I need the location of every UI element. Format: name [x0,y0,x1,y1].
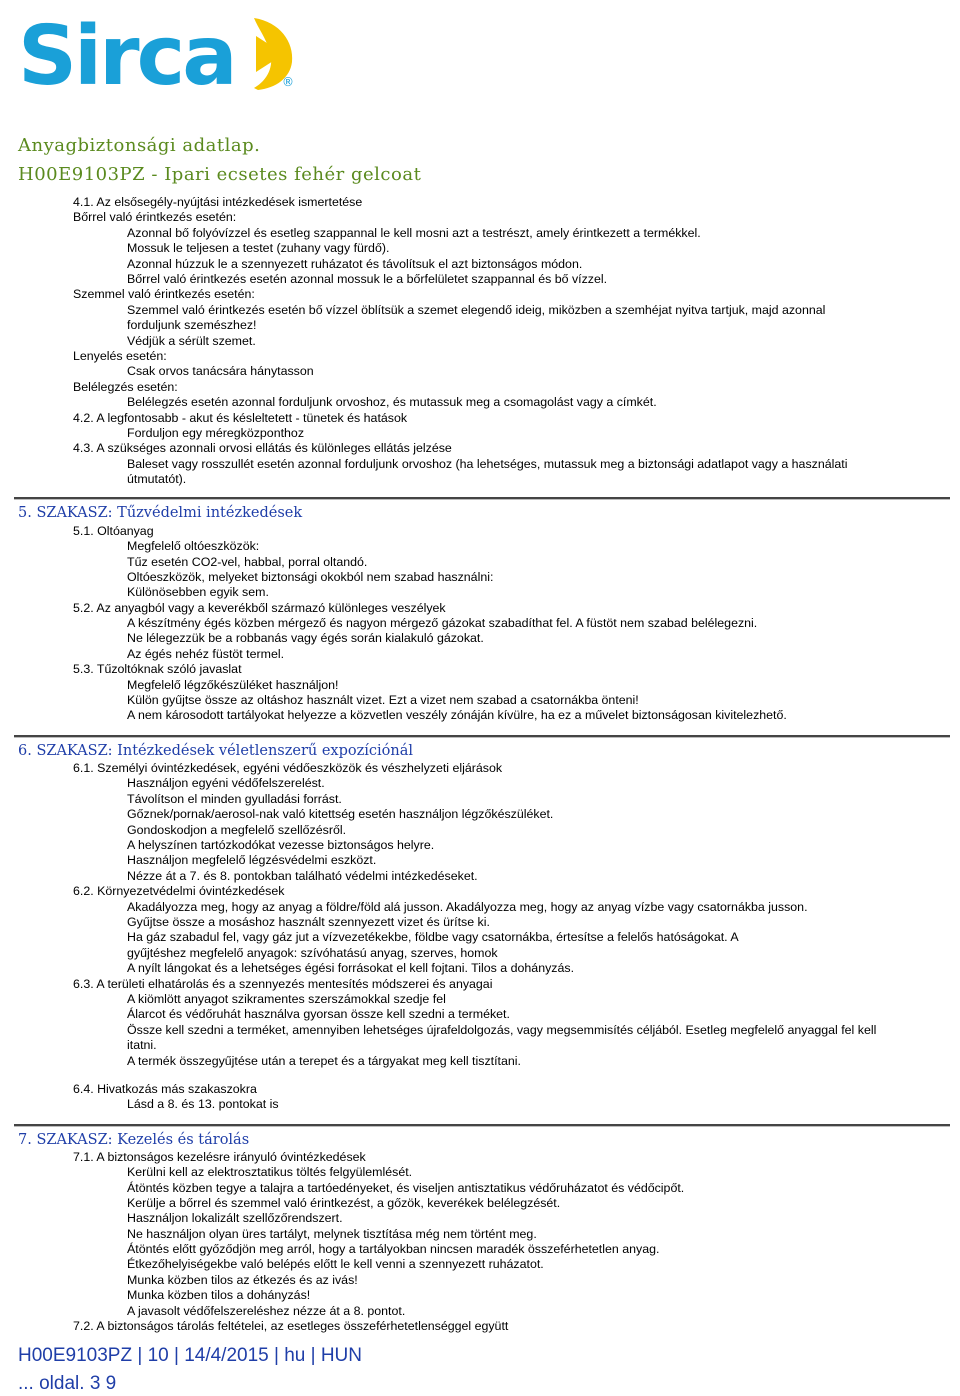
text-line: Távolítson el minden gyulladási forrást. [127,791,342,806]
text-line: A termék összegyűjtése után a terepet és a tárgyakat meg kell tisztítani. [127,1053,521,1068]
subsection-heading: 7.1. A biztonságos kezelésre irányuló óvintézkedések [73,1150,366,1164]
text-line: A nyílt lángokat és a lehetséges égési forrásokat el kell fojtani. Tilos a dohányzás. [127,961,575,976]
subsection-heading: Szemmel való érintkezés esetén: [73,287,255,302]
section-5-heading: 5. SZAKASZ: Tűzvédelmi intézkedések [18,505,303,521]
subsection-heading: 5.2. Az anyagból vagy a keverékből származó különleges veszélyek [73,600,446,615]
text-line: A kiömlött anyagot szikramentes szerszámokkal szedje fel [127,992,446,1006]
text-line: Gyűjtse össze a mosáshoz használt szennyezett vizet és ürítse ki. [127,915,490,929]
text-line: Gőznek/pornak/aerosol-nak való kitettség esetén használjon légzőkészüléket. [127,807,554,822]
text-line: Ha gáz szabadul fel, vagy gáz jut a vízvezetékekbe, földbe vagy csatornákba, értesítse a felelős hatóságokat. A [127,930,739,945]
text-line: Akadályozza meg, hogy az anyag a földre/föld alá jusson. Akadályozza meg, hogy az anyag vízbe vagy csatornákba jusson. [127,899,808,914]
text-line: itatni. [127,1038,157,1053]
text-line: Megfelelő légzőkészüléket használjon! [127,677,339,692]
text-line: A nem károsodott tartályokat helyezze a közvetlen veszély zónáján kívülre, ha ez a művelet biztonságosan kivitelezhető. [127,708,787,723]
subsection-heading: Belélegzés esetén: [73,379,178,394]
subsection-heading: 6.4. Hivatkozás más szakaszokra [73,1082,257,1096]
text-line: Forduljon egy méregközponthoz [127,426,305,440]
text-line: Használjon egyéni védőfelszerelést. [127,776,325,791]
subsection-heading: 6.1. Személyi óvintézkedések, egyéni védőeszközök és vészhelyzeti eljárások [73,761,503,775]
text-line: Kerülni kell az elektrosztatikus töltés felgyülemlését. [127,1165,413,1180]
text-line: Étkezőhelyiségekbe való belépés előtt le kell venni a szennyezett ruházatot. [127,1257,544,1272]
text-line: Munka közben tilos a dohányzás! [127,1288,311,1303]
text-line: Használjon lokalizált szellőzőrendszert. [127,1211,343,1226]
text-line: Bőrrel való érintkezés esetén azonnal mossuk le a bőrfelületet szappannal és bő vízzel. [127,272,608,286]
text-line: A helyszínen tartózkodókat vezesse biztonságos helyre. [127,838,435,852]
subsection-heading: 4.2. A legfontosabb - akut és késleltetett - tünetek és hatások [73,410,408,425]
text-line: Külön gyűjtse össze az oltáshoz használt vizet. Ezt a vizet nem szabad a csatornákba önteni! [127,692,639,707]
subsection-heading: 6.3. A területi elhatárolás és a szennyezés mentesítés módszerei és anyagai [73,976,493,991]
logo-wordmark: Sirca [18,9,235,94]
text-line: Azonnal bő folyóvízzel és esetleg szappannal le kell mosni azt a testrészt, amely érintkezett a termékkel. [127,225,701,240]
subsection-heading: 5.1. Oltóanyag [73,524,154,538]
subsection-heading: 5.3. Tűzoltóknak szóló javaslat [73,662,242,677]
text-line: Védjük a sérült szemet. [127,333,256,348]
text-line: A készítmény égés közben mérgező és nagyon mérgező gázokat szabadíthat fel. A füstöt nem szabad belélegezni. [127,616,758,631]
text-line: Mossuk le teljesen a testet (zuhany vagy fürdő). [127,241,390,256]
text-line: Tűz esetén CO2-vel, habbal, porral oltandó. [127,554,368,569]
text-line: Oltóeszközök, melyeket biztonsági okokból nem szabad használni: [127,570,494,585]
text-line: Kerülje a bőrrel és szemmel való érintkezést, a gőzök, keverékek belélegzését. [127,1196,561,1211]
text-line: Gondoskodjon a megfelelő szellőzésről. [127,822,347,837]
footer-document-info: H00E9103PZ | 10 | 14/4/2015 | hu | HUN [18,1345,363,1366]
text-line: Össze kell szedni a terméket, amennyiben lehetséges újrafeldolgozás, vagy megsemmisítés céljából. Esetleg megfelelő anyaggal fel kell [127,1022,877,1037]
footer-page-info: ... oldal. 3 9 [18,1373,117,1394]
text-line: Átöntés előtt győződjön meg arról, hogy a tartályokban nincsen maradék összeférhetetlen anyag. [127,1242,660,1257]
text-line: Megfelelő oltóeszközök: [127,539,260,554]
subsection-heading: 4.1. Az elsősegély-nyújtási intézkedések ismertetése [73,195,363,209]
text-line: Nézze át a 7. és 8. pontokban található védelmi intézkedéseket. [127,868,478,883]
text-line: forduljunk szemészhez! [127,318,257,333]
text-line: Álarcot és védőruhát használva gyorsan össze kell szedni a terméket. [127,1007,510,1022]
text-line: Az égés nehéz füstöt termel. [127,646,285,661]
section-7-heading: 7. SZAKASZ: Kezelés és tárolás [18,1132,250,1148]
text-line: Használjon megfelelő légzésvédelmi eszközt. [127,853,377,868]
text-line: Ne használjon olyan üres tartályt, melynek tisztítása még nem történt meg. [127,1226,537,1241]
sirca-logo [18,8,298,94]
section-divider [14,1124,950,1127]
text-line: útmutatót). [127,472,187,487]
subsection-heading: 6.2. Környezetvédelmi óvintézkedések [73,884,285,899]
text-line: Ne lélegezzük be a robbanás vagy égés során kialakuló gázokat. [127,631,484,646]
text-line: Lásd a 8. és 13. pontokat is [127,1097,279,1112]
text-line: Belélegzés esetén azonnal forduljunk orvoshoz, és mutassuk meg a csomagolást vagy a címkét. [127,395,657,410]
logo-registered: ® [282,75,294,89]
text-line: Átöntés közben tegye a talajra a tartóedényeket, és viseljen antisztatikus védőruházatot és védőcipőt. [127,1180,685,1195]
section-6-heading: 6. SZAKASZ: Intézkedések véletlenszerű expozíciónál [18,743,413,759]
subsection-heading: Lenyelés esetén: [73,349,167,363]
text-line: Munka közben tilos az étkezés és az ivás! [127,1272,358,1287]
section-divider [14,497,950,500]
text-line: gyűjtéshez megfelelő anyagok: szívóhatású anyag, szerves, homok [127,945,498,960]
document-title: Anyagbiztonsági adatlap. [18,135,261,156]
text-line: Azonnal húzzuk le a szennyezett ruházatot és távolítsuk el azt biztonságos módon. [127,256,583,271]
section-divider [14,735,950,738]
document-subtitle: H00E9103PZ - Ipari ecsetes fehér gelcoat [18,164,422,185]
subsection-heading: 4.3. A szükséges azonnali orvosi ellátás és különleges ellátás jelzése [73,441,452,456]
text-line: A javasolt védőfelszereléshez nézze át a 8. pontot. [127,1303,406,1318]
text-line: Csak orvos tanácsára hánytasson [127,364,314,379]
subsection-heading: Bőrrel való érintkezés esetén: [73,210,237,225]
text-line: Szemmel való érintkezés esetén bő vízzel öblítsük a szemet elegendő ideig, miközben a szemhéjat nyitva tartjuk, majd azonnal [127,302,826,317]
text-line: Különösebben egyik sem. [127,585,269,600]
subsection-heading: 7.2. A biztonságos tárolás feltételei, az esetleges összeférhetetlenséggel együtt [73,1318,509,1333]
text-line: Baleset vagy rosszullét esetén azonnal forduljunk orvoshoz (ha lehetséges, mutassuk meg a biztonsági adatlapot vagy a használati [127,456,848,471]
